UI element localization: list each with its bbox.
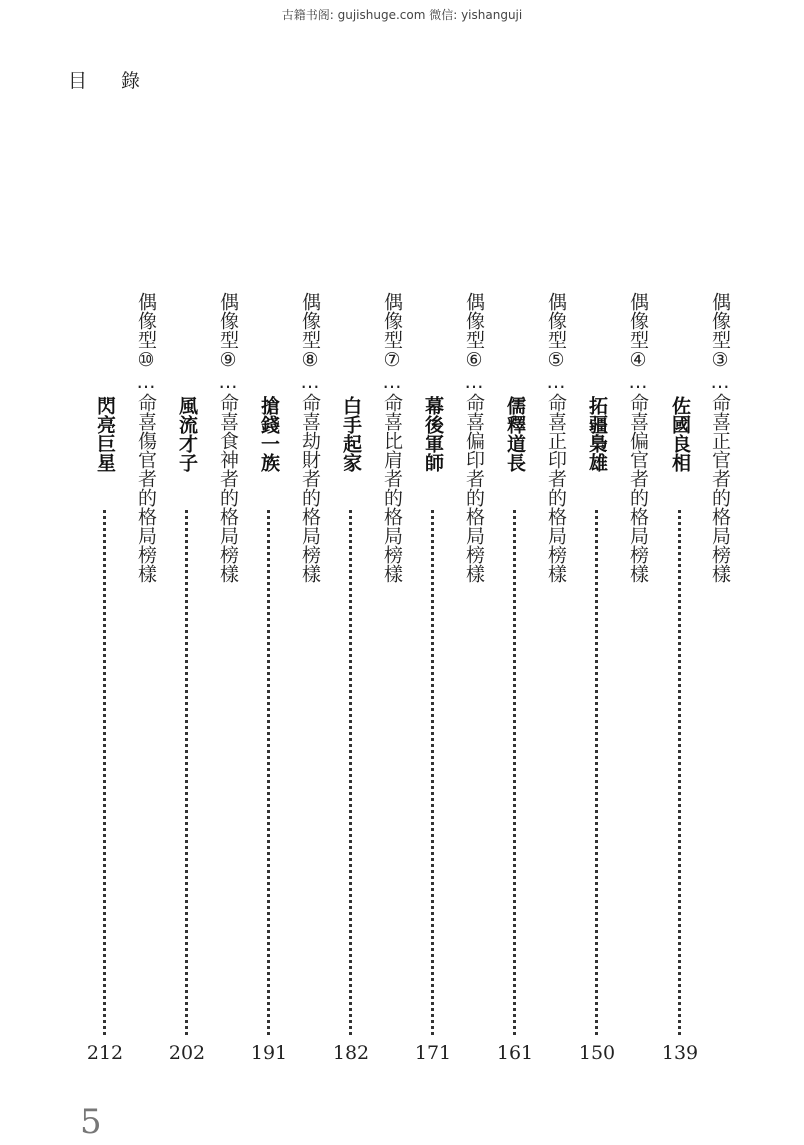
toc-leader-dots bbox=[513, 510, 516, 1035]
toc-page-number: 139 bbox=[661, 1042, 699, 1064]
toc-entry-type-label: 偶像型④…命喜偏官者的格局榜樣 bbox=[627, 292, 649, 583]
toc-entry-subtitle: 搶錢一族 bbox=[258, 396, 280, 472]
page-folio-number: 5 bbox=[80, 1102, 102, 1142]
toc-entry-type-label: 偶像型⑤…命喜正印者的格局榜樣 bbox=[545, 292, 567, 583]
toc-leader-dots bbox=[103, 510, 106, 1035]
toc-page-number: 161 bbox=[496, 1042, 534, 1064]
toc-entry-type-label: 偶像型⑨…命喜食神者的格局榜樣 bbox=[217, 292, 239, 583]
toc-entry-subtitle: 白手起家 bbox=[340, 396, 362, 472]
toc-leader-dots bbox=[595, 510, 598, 1035]
toc-page-number: 191 bbox=[250, 1042, 288, 1064]
toc-entry-subtitle: 儒釋道長 bbox=[504, 396, 526, 472]
toc-entry-subtitle: 幕後軍師 bbox=[422, 396, 444, 472]
toc-entry-type-label: 偶像型⑥…命喜偏印者的格局榜樣 bbox=[463, 292, 485, 583]
toc-leader-dots bbox=[678, 510, 681, 1035]
toc-heading: 目 錄 bbox=[68, 70, 155, 92]
watermark: 古籍书阁: gujishuge.com 微信: yishanguji bbox=[281, 8, 523, 22]
toc-page-number: 212 bbox=[86, 1042, 124, 1064]
toc-page-number: 202 bbox=[168, 1042, 206, 1064]
toc-page-number: 171 bbox=[414, 1042, 452, 1064]
toc-page-number: 150 bbox=[578, 1042, 616, 1064]
toc-entry-type-label: 偶像型⑧…命喜劫財者的格局榜樣 bbox=[299, 292, 321, 583]
toc-entry-subtitle: 閃亮巨星 bbox=[94, 396, 116, 472]
toc-entry-subtitle: 拓疆梟雄 bbox=[586, 396, 608, 472]
toc-leader-dots bbox=[267, 510, 270, 1035]
toc-leader-dots bbox=[349, 510, 352, 1035]
toc-entry-subtitle: 風流才子 bbox=[176, 396, 198, 472]
toc-entry-type-label: 偶像型⑩…命喜傷官者的格局榜樣 bbox=[135, 292, 157, 583]
toc-entry-subtitle: 佐國良相 bbox=[669, 396, 691, 472]
toc-page-number: 182 bbox=[332, 1042, 370, 1064]
toc-leader-dots bbox=[431, 510, 434, 1035]
toc-entry-type-label: 偶像型⑦…命喜比肩者的格局榜樣 bbox=[381, 292, 403, 583]
toc-entry-type-label: 偶像型③…命喜正官者的格局榜樣 bbox=[709, 292, 731, 583]
toc-leader-dots bbox=[185, 510, 188, 1035]
